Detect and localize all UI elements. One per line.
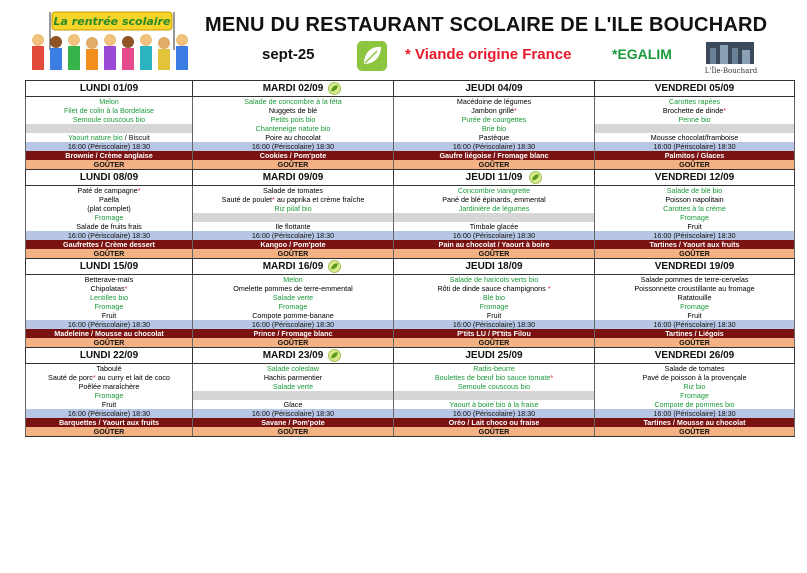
gouter-label: GOÛTER [193,427,394,437]
dish-cell: Rôti de dinde sauce champignons * [394,284,595,293]
gouter-label: GOÛTER [193,160,394,170]
dish-cell: Semoule couscous bio [26,115,193,124]
periscolaire-hours: 16:00 (Périscolaire) 18:30 [394,142,595,151]
page-header [0,0,807,80]
dish-cell: Compote de pommes bio [595,400,795,409]
day-header: LUNDI 08/09 [26,170,193,186]
day-header: MARDI 16/09 [193,259,394,275]
snack-cell: Prince / Fromage blanc [193,329,394,338]
ile-bouchard-logo [698,40,764,76]
dish-cell: Nuggets de blé [193,106,394,115]
snack-cell: Tartines / Liégois [595,329,795,338]
dish-cell: (plat complet) [26,204,193,213]
dish-row [26,382,795,391]
dish-cell: Fruit [595,311,795,320]
dish-cell: Poisson napolitain [595,195,795,204]
dish-cell: Salade de concombre à la féta [193,97,394,107]
snack-cell: Palmitos / Glaces [595,151,795,160]
day-header-row [26,259,795,275]
dish-cell: Brie bio [394,124,595,133]
day-header-row [26,348,795,364]
dish-row [26,195,795,204]
french-origin-marker: * [92,373,96,382]
snack-cell: Brownie / Crème anglaise [26,151,193,160]
day-header: JEUDI 11/09 [394,170,595,186]
snack-cell: Barquettes / Yaourt aux fruits [26,418,193,427]
dish-row [26,373,795,382]
dish-row [26,222,795,231]
dish-cell: Poire au chocolat [193,133,394,142]
gouter-label: GOÛTER [394,338,595,348]
periscolaire-row [26,320,795,329]
dish-row [26,364,795,374]
periscolaire-hours: 16:00 (Périscolaire) 18:30 [193,320,394,329]
dish-cell: Melon [26,97,193,107]
egalim-logo-icon [356,40,388,72]
periscolaire-hours: 16:00 (Périscolaire) 18:30 [193,409,394,418]
dish-cell: Chanteneige nature bio [193,124,394,133]
gouter-label: GOÛTER [26,249,193,259]
day-header: VENDREDI 05/09 [595,81,795,97]
dish-cell: Salade coleslaw [193,364,394,374]
periscolaire-row [26,231,795,240]
dish-cell: Fromage [26,391,193,400]
periscolaire-hours: 16:00 (Périscolaire) 18:30 [394,320,595,329]
dish-cell: Fruit [26,311,193,320]
day-header: JEUDI 04/09 [394,81,595,97]
snack-cell: Cookies / Pom'pote [193,151,394,160]
periscolaire-hours: 16:00 (Périscolaire) 18:30 [193,142,394,151]
day-header-row [26,81,795,97]
dish-cell: Paëlla [26,195,193,204]
gouter-label: GOÛTER [394,427,595,437]
dish-cell: Chipolatas* [26,284,193,293]
french-origin-marker: * [272,195,275,204]
dish-row [26,106,795,115]
logo-town-text: L'Île-Bouchard [704,67,758,75]
dish-row [26,213,795,222]
dish-cell: Ratatouille [595,293,795,302]
egalim-leaf-icon [328,82,341,95]
dish-cell: Penne bio [595,115,795,124]
dish-cell: Petits pois bio [193,115,394,124]
gouter-row [26,427,795,437]
snack-row [26,151,795,160]
gouter-row [26,249,795,259]
periscolaire-hours: 16:00 (Périscolaire) 18:30 [26,409,193,418]
dish-cell: Melon [193,275,394,285]
dish-cell [193,391,394,400]
periscolaire-hours: 16:00 (Périscolaire) 18:30 [595,409,795,418]
day-header: VENDREDI 26/09 [595,348,795,364]
dish-row [26,311,795,320]
periscolaire-hours: 16:00 (Périscolaire) 18:30 [26,231,193,240]
dish-row [26,391,795,400]
gouter-label: GOÛTER [26,338,193,348]
dish-cell: Salade pommes de terre-cervelas [595,275,795,285]
gouter-label: GOÛTER [193,338,394,348]
day-header: LUNDI 01/09 [26,81,193,97]
dish-cell: Riz pilaf bio [193,204,394,213]
dish-cell: Pané de blé épinards, emmental [394,195,595,204]
snack-cell: Savane / Pom'pote [193,418,394,427]
gouter-label: GOÛTER [26,160,193,170]
snack-cell: P'tits LU / Pt'tits Filou [394,329,595,338]
dish-cell: Omelette pommes de terre-emmental [193,284,394,293]
day-header: VENDREDI 19/09 [595,259,795,275]
dish-cell: Concombre vianigrette [394,186,595,196]
dish-part: / Biscuit [124,133,150,142]
periscolaire-hours: 16:00 (Périscolaire) 18:30 [26,320,193,329]
dish-cell: Yaourt à boire bio à la fraise [394,400,595,409]
snack-row [26,418,795,427]
snack-cell: Kangoo / Pom'pote [193,240,394,249]
dish-cell: Salade de tomates [193,186,394,196]
dish-cell: Salade de tomates [595,364,795,374]
periscolaire-hours: 16:00 (Périscolaire) 18:30 [193,231,394,240]
day-header: JEUDI 18/09 [394,259,595,275]
dish-cell [595,124,795,133]
back-to-school-logo [24,10,194,76]
dish-cell: Salade verte [193,293,394,302]
snack-cell: Oréo / Lait choco ou fraise [394,418,595,427]
dish-cell: Salade de haricots verts bio [394,275,595,285]
dish-row [26,133,795,142]
dish-cell: Poêlée maraîchère [26,382,193,391]
menu-table [25,80,795,437]
dish-row [26,115,795,124]
dish-cell: Semoule couscous bio [394,382,595,391]
gouter-label: GOÛTER [595,338,795,348]
dish-cell: Filet de colin à la Bordelaise [26,106,193,115]
periscolaire-hours: 16:00 (Périscolaire) 18:30 [595,231,795,240]
snack-row [26,329,795,338]
dish-cell: Betterave-maïs [26,275,193,285]
dish-cell: Compote pomme-banane [193,311,394,320]
dish-cell: Sauté de porc* au curry et lait de coco [26,373,193,382]
gouter-label: GOÛTER [595,160,795,170]
dish-row [26,400,795,409]
periscolaire-hours: 16:00 (Périscolaire) 18:30 [394,231,595,240]
day-header: LUNDI 15/09 [26,259,193,275]
dish-cell: Pastèque [394,133,595,142]
periscolaire-row [26,409,795,418]
day-header: JEUDI 25/09 [394,348,595,364]
day-header: MARDI 09/09 [193,170,394,186]
gouter-label: GOÛTER [595,427,795,437]
french-origin-marker: * [137,186,141,195]
dish-cell: Timbale glacée [394,222,595,231]
dish-part: Yaourt nature bio [68,133,125,142]
french-origin-marker: * [550,373,554,382]
dish-cell: Paté de campagne* [26,186,193,196]
dish-row [26,204,795,213]
dish-cell: Fromage [595,213,795,222]
dish-row [26,284,795,293]
dish-cell [394,213,595,222]
dish-cell: Fromage [193,302,394,311]
page-title: MENU DU RESTAURANT SCOLAIRE DE L'ILE BOUCHARD [205,14,768,36]
dish-cell [394,391,595,400]
snack-cell: Madeleine / Mousse au chocolat [26,329,193,338]
dish-cell: Hachis parmentier [193,373,394,382]
french-origin-marker: * [513,106,517,115]
dish-cell: Mousse chocolat/framboise [595,133,795,142]
periscolaire-hours: 16:00 (Périscolaire) 18:30 [595,142,795,151]
periscolaire-row [26,142,795,151]
gouter-label: GOÛTER [193,249,394,259]
french-origin-marker: * [723,106,727,115]
dish-cell [26,133,193,142]
gouter-label: GOÛTER [394,249,595,259]
logo-banner-text: La rentrée scolaire [53,15,171,28]
periscolaire-hours: 16:00 (Périscolaire) 18:30 [394,409,595,418]
dish-cell: Fruit [26,400,193,409]
dish-cell: Glace [193,400,394,409]
gouter-label: GOÛTER [26,427,193,437]
egalim-leaf-icon [529,171,542,184]
dish-cell: Purée de courgettes [394,115,595,124]
dish-cell: Salade de blé bio [595,186,795,196]
snack-row [26,240,795,249]
dish-row [26,302,795,311]
dish-cell: Macédoine de légumes [394,97,595,107]
dish-cell [26,124,193,133]
day-header-row [26,170,795,186]
dish-cell: Carottes rapées [595,97,795,107]
dish-cell: Ile flottante [193,222,394,231]
egalim-leaf-icon [328,260,341,273]
gouter-label: GOÛTER [595,249,795,259]
dish-cell: Jambon grillé* [394,106,595,115]
egalim-note: *EGALIM [612,46,672,62]
dish-row [26,124,795,133]
dish-cell: Blé bio [394,293,595,302]
gouter-row [26,160,795,170]
dish-cell: Taboulé [26,364,193,374]
dish-cell: Salade de fruits frais [26,222,193,231]
day-header: MARDI 23/09 [193,348,394,364]
day-header: LUNDI 22/09 [26,348,193,364]
dish-cell: Fromage [595,391,795,400]
dish-cell: Carottes à la crème [595,204,795,213]
dish-row [26,186,795,196]
gouter-row [26,338,795,348]
periscolaire-hours: 16:00 (Périscolaire) 18:30 [26,142,193,151]
dish-cell: Sauté de poulet* au paprika et crème fraîche [193,195,394,204]
snack-cell: Pain au chocolat / Yaourt à boire [394,240,595,249]
dish-cell: Fromage [26,213,193,222]
menu-month: sept-25 [262,46,315,63]
french-origin-marker: * [547,284,551,293]
day-header: VENDREDI 12/09 [595,170,795,186]
day-header: MARDI 02/09 [193,81,394,97]
periscolaire-hours: 16:00 (Périscolaire) 18:30 [595,320,795,329]
meat-origin-note: * Viande origine France [405,46,572,63]
dish-cell: Fruit [595,222,795,231]
dish-row [26,293,795,302]
egalim-leaf-icon [328,349,341,362]
snack-cell: Gaufrettes / Crème dessert [26,240,193,249]
dish-cell: Brochette de dinde* [595,106,795,115]
dish-cell [193,213,394,222]
dish-cell: Fromage [394,302,595,311]
dish-cell: Pavé de poisson à la provençale [595,373,795,382]
snack-cell: Gaufre liégoise / Fromage blanc [394,151,595,160]
dish-cell: Radis-beurre [394,364,595,374]
dish-cell: Fruit [394,311,595,320]
snack-cell: Tartines / Yaourt aux fruits [595,240,795,249]
gouter-label: GOÛTER [394,160,595,170]
dish-cell: Jardinière de légumes [394,204,595,213]
dish-cell: Boulettes de bœuf bio sauce tomate* [394,373,595,382]
dish-cell: Fromage [595,302,795,311]
dish-cell: Fromage [26,302,193,311]
dish-row [26,97,795,107]
dish-cell: Riz bio [595,382,795,391]
dish-row [26,275,795,285]
snack-cell: Tartines / Mousse au chocolat [595,418,795,427]
dish-cell: Poissonnette croustillante au fromage [595,284,795,293]
french-origin-marker: * [124,284,128,293]
dish-cell: Lentilles bio [26,293,193,302]
dish-cell: Salade verte [193,382,394,391]
